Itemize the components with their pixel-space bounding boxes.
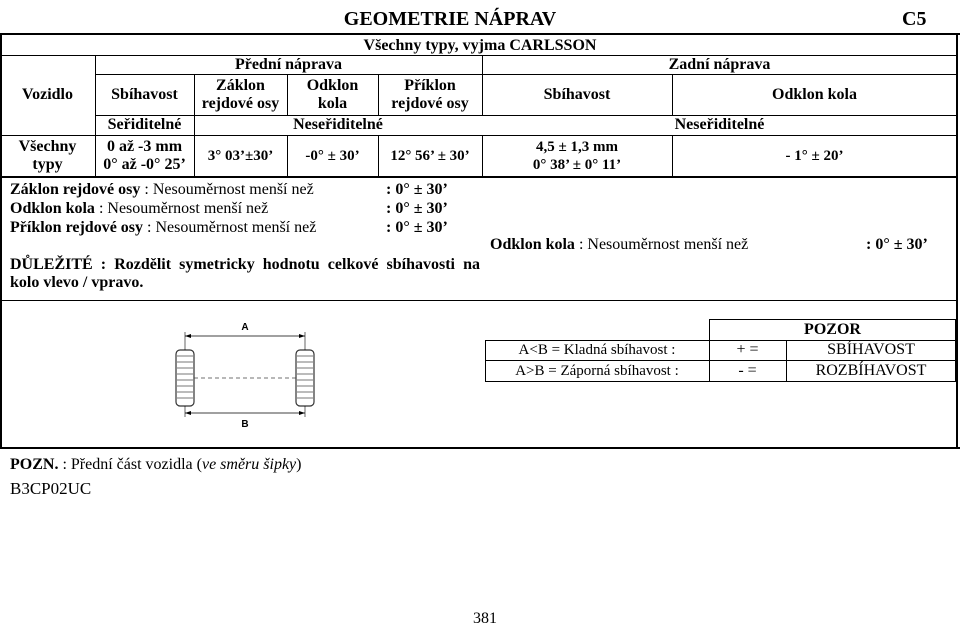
rear-camber-value: - 1° ± 20’ [785, 147, 844, 164]
toe-diagram [160, 318, 330, 433]
note-camber-text: : Nesouměrnost menší než [94, 200, 269, 217]
note-rear-camber-label: Odklon kola [490, 236, 575, 253]
footer-note-text: : Přední část vozidla ( [58, 456, 202, 473]
note-camber-value: : 0° ± 30’ [386, 200, 448, 217]
note-caster-value: : 0° ± 30’ [386, 181, 448, 198]
page-number: 381 [473, 610, 497, 627]
caster-value: 3° 03’±30’ [207, 147, 274, 164]
col-toe: Sbíhavost [111, 85, 178, 103]
non-adjustable-rear: Neseřiditelné [674, 116, 765, 133]
note-caster [10, 181, 314, 199]
col-caster [194, 74, 287, 115]
col-camber [287, 74, 378, 115]
dimension-b-label: B [241, 419, 249, 430]
kpi-value: 12° 56’ ± 30’ [390, 147, 470, 164]
pozor-row1-right: SBÍHAVOST [827, 341, 915, 358]
footer-ref: B3CP02UC [10, 479, 92, 498]
vehicle-line1: Všechny [18, 137, 77, 155]
note-rear-camber-value: : 0° ± 30’ [866, 236, 928, 253]
pozor-line [485, 381, 956, 382]
camber-value: -0° ± 30’ [305, 147, 360, 164]
col-rear-camber: Odklon kola [772, 85, 857, 103]
arrowhead-icon [299, 411, 305, 415]
col-caster-line2: rejdové osy [201, 94, 280, 112]
adjustable-label: Seřiditelné [107, 116, 182, 133]
col-kpi-line1: Příklon [404, 76, 456, 94]
footer-note-label: POZN. [10, 456, 59, 473]
toe-value [95, 135, 194, 176]
col-camber-line2: kola [317, 94, 348, 112]
arrowhead-icon [185, 334, 191, 338]
notes-bottom-line [0, 300, 957, 301]
note-caster-text: : Nesouměrnost menší než [140, 181, 314, 198]
footer-note-italic: ve směru šipky [201, 456, 297, 473]
pozor-row2-left: A>B = Záporná sbíhavost : [515, 362, 679, 379]
note-kpi-text: : Nesouměrnost menší než [143, 219, 317, 236]
vehicle-line2: typy [32, 155, 63, 173]
col-caster-line1: Záklon [216, 76, 265, 94]
toe-line2: 0° až -0° 25’ [103, 155, 186, 173]
vehicle-value [0, 135, 95, 176]
rear-axle-header: Zadní náprava [668, 55, 771, 73]
pozor-row2-mid: - = [738, 361, 757, 379]
arrowhead-icon [185, 411, 191, 415]
left-wheel-icon [176, 350, 194, 406]
arrowhead-icon [299, 334, 305, 338]
frame-top-line [0, 33, 960, 35]
frame-bottom-line [0, 447, 960, 449]
note-kpi-label: Příklon rejdové osy [10, 219, 144, 236]
page-title: GEOMETRIE NÁPRAV [343, 8, 557, 30]
page-subtitle: Všechny typy, vyjma CARLSSON [363, 37, 597, 54]
pozor-title: POZOR [804, 320, 861, 338]
col-camber-line1: Odklon [306, 76, 359, 94]
dimension-a-label: A [241, 322, 249, 333]
footer-note-close: ) [296, 456, 302, 473]
table-line [0, 176, 957, 178]
col-vehicle: Vozidlo [22, 85, 73, 103]
note-rear-camber-text: : Nesouměrnost menší než [574, 236, 749, 253]
page-code: C5 [902, 8, 927, 30]
rear-toe-line2: 0° 38’ ± 0° 11’ [532, 156, 622, 173]
pozor-row2-right: ROZBÍHAVOST [815, 361, 927, 379]
note-kpi-value: : 0° ± 30’ [386, 219, 448, 236]
col-kpi-line2: rejdové osy [391, 94, 469, 112]
col-rear-toe: Sbíhavost [543, 85, 611, 103]
note-rear-camber [490, 236, 748, 254]
toe-line1: 0 až -3 mm [106, 137, 183, 155]
note-camber-label: Odklon kola [10, 200, 95, 217]
note-important: DŮLEŽITÉ : Rozdělit symetricky hodnotu celkové sbíhavosti na kolo vlevo / vpravo. [10, 256, 480, 291]
rear-toe-value [482, 135, 672, 176]
note-kpi [10, 219, 316, 237]
col-kpi [378, 74, 482, 115]
pozor-row1-mid: + = [736, 341, 759, 358]
right-wheel-icon [296, 350, 314, 406]
note-camber [10, 200, 268, 218]
pozor-row1-left: A<B = Kladná sbíhavost : [518, 342, 676, 358]
rear-toe-line1: 4,5 ± 1,3 mm [536, 138, 618, 155]
non-adjustable-front: Neseřiditelné [293, 116, 383, 133]
front-axle-header: Přední náprava [234, 55, 343, 73]
note-caster-label: Záklon rejdové osy [10, 181, 141, 198]
footer-note [10, 456, 301, 474]
